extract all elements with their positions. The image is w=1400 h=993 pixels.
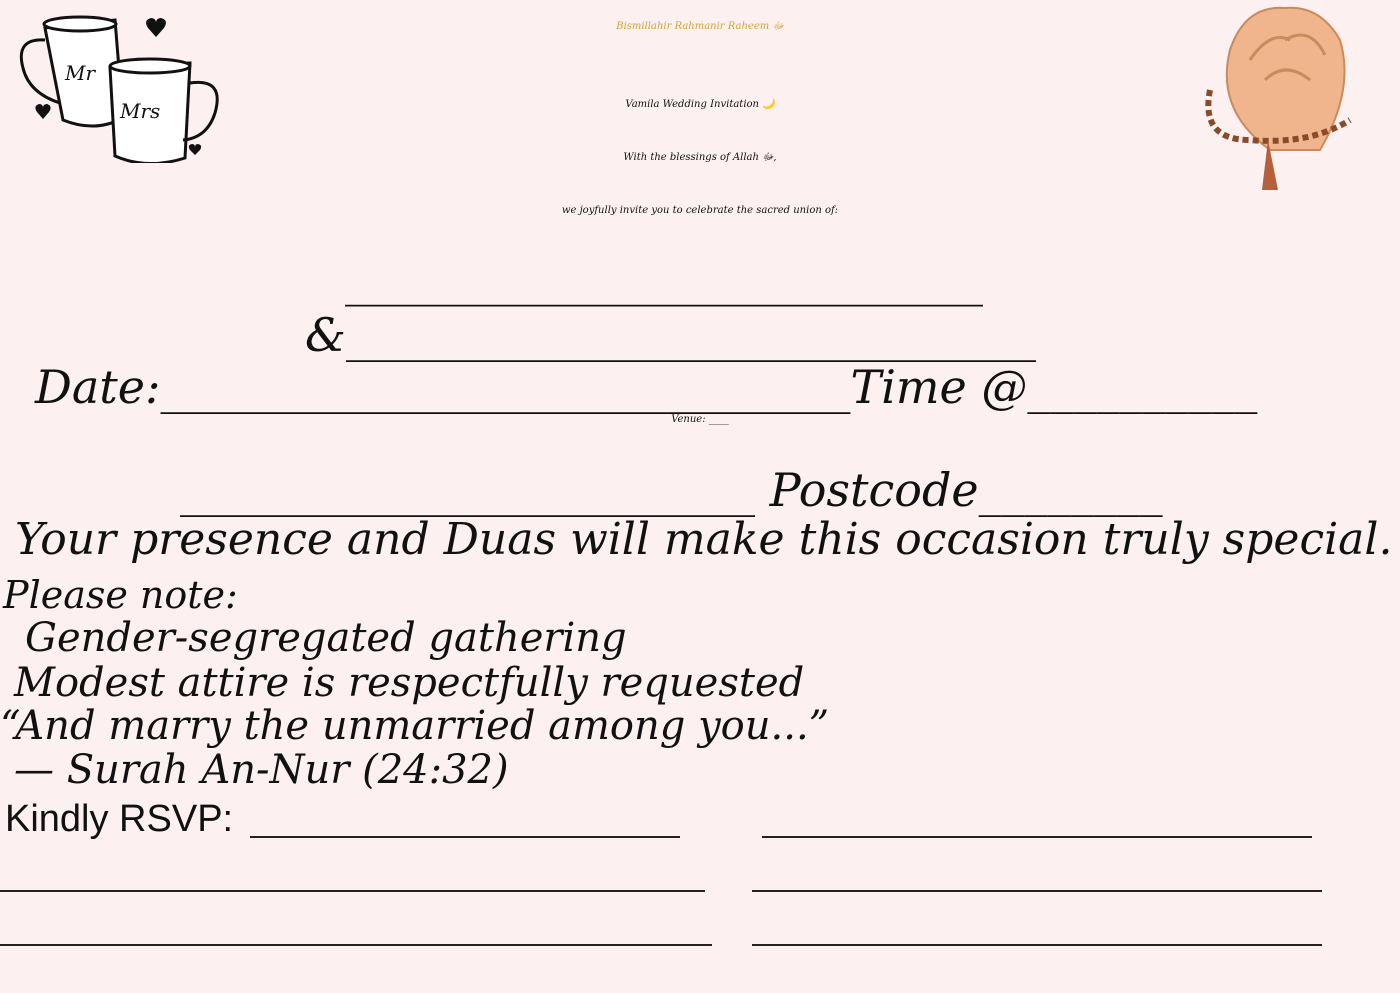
blessing-line: With the blessings of Allah ﷻ,: [623, 152, 777, 163]
surah-reference: — Surah An-Nur (24:32): [14, 747, 509, 793]
rsvp-label: Kindly RSVP:: [5, 798, 234, 840]
mug-left-label: Mr: [65, 61, 96, 85]
postcode-line[interactable]: _________________________ Postcode________: [180, 463, 1163, 517]
rsvp-line[interactable]: [752, 890, 1322, 892]
mug-right-label: Mrs: [120, 99, 161, 123]
note-heading: Please note:: [3, 573, 238, 617]
first-name-blank[interactable]: _____________________________: [345, 256, 983, 307]
rsvp-line[interactable]: [250, 836, 680, 838]
rsvp-line[interactable]: [752, 944, 1322, 946]
bismillah-heading: Bismillahir Rahmanir Raheem ﷻ: [616, 21, 784, 32]
rsvp-line[interactable]: [0, 944, 712, 946]
second-name-blank[interactable]: &______________________________: [305, 308, 1036, 362]
invite-line: we joyfully invite you to celebrate the sacred union of:: [561, 205, 839, 216]
invitation-title: Vamila Wedding Invitation 🌙: [625, 99, 775, 110]
note-modest-attire: Modest attire is respectfully requested: [14, 660, 805, 706]
rsvp-line[interactable]: [0, 890, 705, 892]
note-gender-segregated: Gender-segregated gathering: [25, 615, 627, 661]
venue-line[interactable]: Venue: ____: [671, 414, 729, 425]
presence-message: Your presence and Duas will make this occasion truly special.: [15, 514, 1393, 565]
date-time-line[interactable]: Date:______________________________Time @__________: [35, 360, 1258, 414]
quran-quote: “And marry the unmarried among you...”: [0, 703, 830, 749]
rsvp-line[interactable]: [762, 836, 1312, 838]
